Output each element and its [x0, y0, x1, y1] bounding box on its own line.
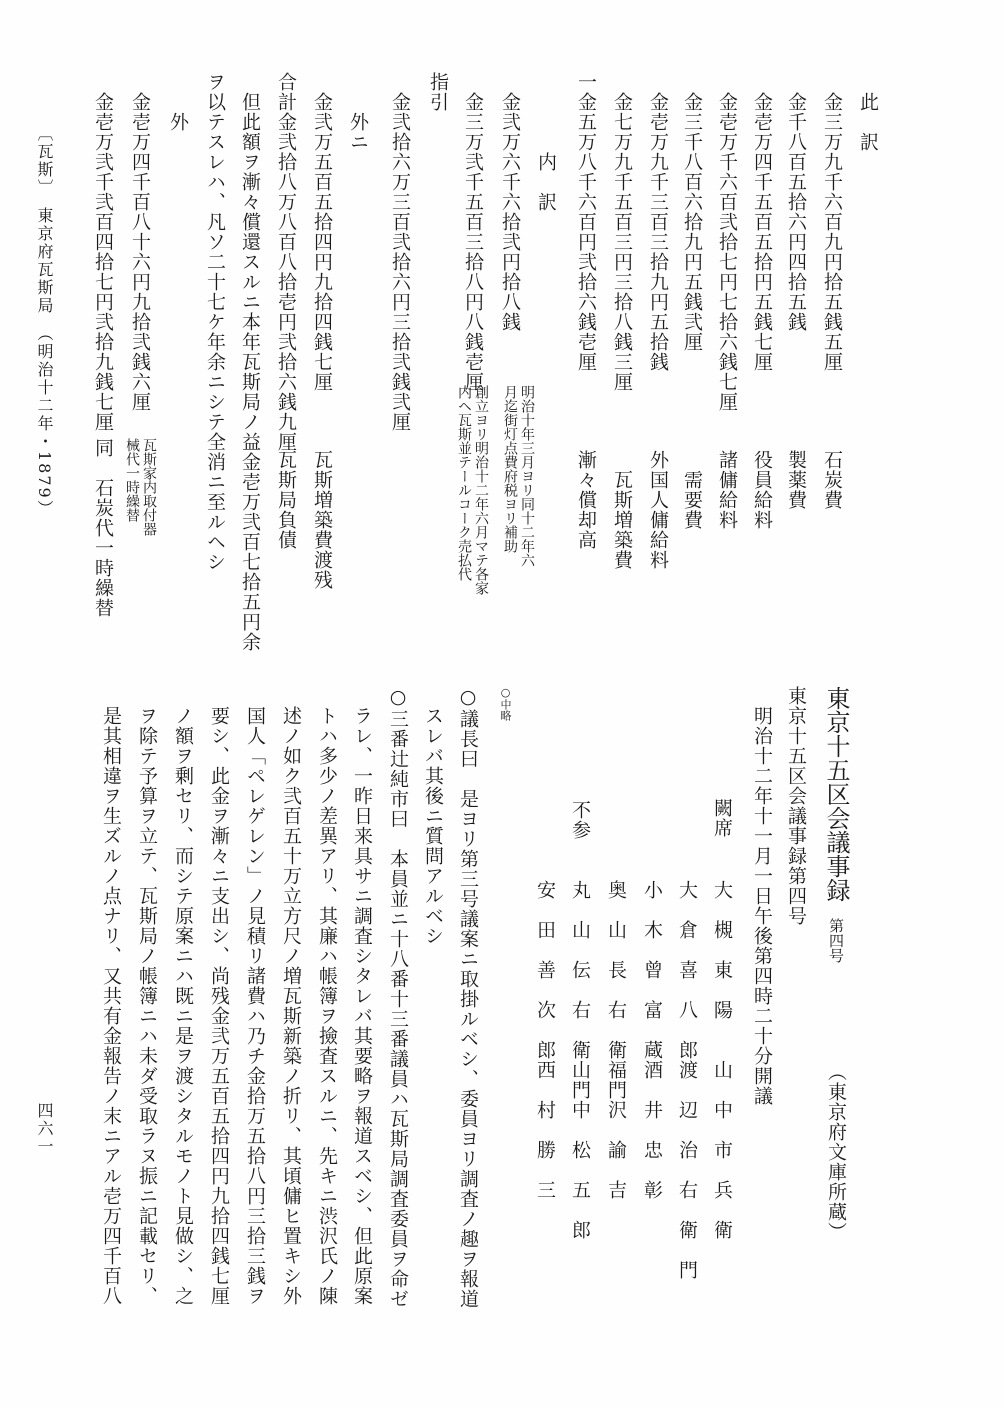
line-foreign-salary-label: 外国人傭給料	[647, 450, 669, 570]
line-staff-salary-amount: 金壱万四千五百五拾円五銭七厘	[751, 92, 773, 372]
line-lamp-subsidy-amount: 金弐万六千六拾弐円拾八銭	[499, 92, 521, 332]
line-expansion-remain-amount: 金弐万五百五拾四円九拾四銭七厘	[311, 92, 333, 392]
paragraph-line: スレバ其後ニ質問アルベシ	[422, 706, 444, 946]
paragraph-line: 述ノ如ク弐百五十万立方尺ノ増瓦斯新築ノ折リ、其頃傭ヒ置キシ外	[280, 706, 302, 1306]
absent-seat-name: 小 木 曾 富 蔵	[641, 880, 663, 1060]
absent-seat-name: 大 倉 喜 八 郎	[676, 880, 698, 1060]
note-sales-2: 内ヘ瓦斯並テールコーク売払代	[456, 385, 472, 581]
line-coal-amount: 金三万九千六百九円拾五銭五厘	[821, 92, 843, 372]
paragraph-line: ヲ除テ予算ヲ立テ、瓦斯局ノ帳簿ニハ未ダ受取ラヌ振ニ記載セリ、	[136, 706, 158, 1306]
line-employee-salary-amount: 金壱万千六百弐拾七円七拾六銭七厘	[716, 92, 738, 412]
doc-subtitle: 東京十五区会議事録第四号	[785, 686, 807, 926]
note-sales-1: 創立ヨリ明治十二年六月マテ各家	[473, 385, 489, 595]
absent-seat-name: 奥 山 長 右 衛 門	[605, 880, 627, 1100]
line-employee-salary-label: 諸傭給料	[716, 450, 738, 530]
absent-seat-label: 闕席	[711, 798, 733, 838]
absent-seat-name: 渡 辺 治 右 衛 門	[676, 1060, 698, 1280]
doc-datetime: 明治十二年十一月一日午後第四時二十分開議	[751, 706, 773, 1106]
page-number: 四六一	[35, 1102, 54, 1156]
chuuryaku-note: ○中略	[499, 686, 512, 721]
note-fixture-1: 瓦斯家内取付器	[141, 438, 157, 536]
absent-seat-name: 福 沢 諭 吉	[605, 1060, 627, 1200]
line-coal-label: 石炭費	[821, 450, 843, 510]
line-demand-amount: 金三千八百六拾九円五銭弐厘	[681, 92, 703, 352]
line-demand-label: 需要費	[681, 470, 703, 530]
line-note-repay-1: 但此額ヲ漸々償還スルニ本年瓦斯局ノ益金壱万弐百七拾五円余	[239, 92, 261, 652]
line-coal-advance-label: 同 石炭代一時繰替	[92, 438, 114, 618]
line-sales-amount: 金三万弐千五百三拾八円八銭壱厘	[462, 92, 484, 392]
line-balance-amount: 金弐拾六万三百弐拾六円三拾弐銭弐厘	[389, 92, 411, 432]
label-hokani: 外ニ	[347, 112, 369, 152]
section-title-shiwake: 此 訳	[857, 92, 879, 152]
absent-label: 不参	[569, 800, 591, 840]
line-total-amount: 合計金弐拾八万八百八拾壱円弐拾六銭九厘	[275, 72, 297, 452]
label-hoka: 外	[167, 112, 189, 132]
line-repayment-label: 漸々償却高	[575, 450, 597, 550]
line-medicine-amount: 金千八百五拾六円四拾五銭	[785, 92, 807, 332]
paragraph-line: 国人「ペレゲレン」ノ見積リ諸費ハ乃チ金拾万五拾八円三拾三銭ヲ	[244, 706, 266, 1306]
line-foreign-salary-amount: 金壱万九千三百三拾九円五拾銭	[647, 92, 669, 372]
absent-seat-name: 山 中 市 兵 衛	[711, 1060, 733, 1240]
absent-seat-name: 大 槻 東 陽	[711, 880, 733, 1020]
absent-name: 西 村 勝 三	[534, 1060, 556, 1200]
line-repayment-amount: 一金五万八千六百円弐拾六銭壱厘	[575, 72, 597, 372]
line-expansion-remain-label: 瓦斯増築費渡残	[311, 450, 333, 590]
paragraph-line: ○議長曰 是ヨリ第三号議案ニ取掛ルベシ、委員ヨリ調査ノ趣ヲ報道	[457, 686, 479, 1309]
absent-name: 丸 山 伝 右 衛 門	[569, 880, 591, 1100]
note-lamp-subsidy-2: 月迄街灯点費府税ヨリ補助	[502, 385, 518, 553]
doc-number: 第四号	[827, 918, 845, 963]
paragraph-line: ○三番辻純市曰 本員並ニ十八番十三番議員ハ瓦斯局調査委員ヲ命ゼ	[387, 686, 409, 1309]
note-fixture-2: 械代一時繰替	[124, 438, 140, 522]
doc-source: （東京府文庫所蔵）	[825, 1062, 847, 1242]
paragraph-line: ノ額ヲ剰セリ、而シテ原案ニハ既ニ是ヲ渡シタルモノト見做シ、之	[172, 706, 194, 1306]
line-coal-advance-amount: 金壱万弐千弐百四拾七円弐拾九銭七厘	[92, 92, 114, 432]
line-expansion-amount: 金七万九千五百三円三拾八銭三厘	[611, 92, 633, 392]
paragraph-line: 是其相違ヲ生ズルノ点ナリ、又共有金報告ノ末ニアル壱万四千百八	[100, 706, 122, 1306]
paragraph-line: 要シ、此金ヲ漸々ニ支出シ、尚残金弐万五百五拾四円九拾四銭七厘	[208, 706, 230, 1306]
running-head: 〔瓦斯〕 東京府瓦斯局 （明治十二年・1879）	[35, 125, 54, 518]
note-lamp-subsidy-1: 明治十年三月ヨリ同十二年六	[519, 385, 535, 567]
paragraph-line: ラレ、一昨日来具サニ調査シタレバ其要略ヲ報道スベシ、但此原案	[351, 706, 373, 1306]
paragraph-line: トハ多少ノ差異アリ、其廉ハ帳簿ヲ撿査スルニ、先キニ渋沢氏ノ陳	[316, 706, 338, 1306]
absent-name: 安 田 善 次 郎	[534, 880, 556, 1060]
line-expansion-label: 瓦斯増築費	[611, 470, 633, 570]
label-sashihiki: 指引	[427, 72, 449, 112]
subtitle-uchiwake: 内 訳	[535, 152, 557, 212]
doc-title: 東京十五区会議事録	[822, 686, 850, 902]
absent-seat-name: 酒 井 忠 彰	[641, 1060, 663, 1200]
line-note-repay-2: ヲ以テスレハ、凡ソ二十七ケ年余ニシテ全消ニ至ルヘシ	[204, 72, 226, 572]
line-staff-salary-label: 役員給料	[751, 450, 773, 530]
line-fixture-amount: 金壱万四千百八十六円九拾弐銭六厘	[129, 92, 151, 412]
line-total-label: 瓦斯局負債	[275, 450, 297, 550]
absent-name: 山 中 松 五 郎	[569, 1060, 591, 1240]
line-medicine-label: 製薬費	[785, 450, 807, 510]
